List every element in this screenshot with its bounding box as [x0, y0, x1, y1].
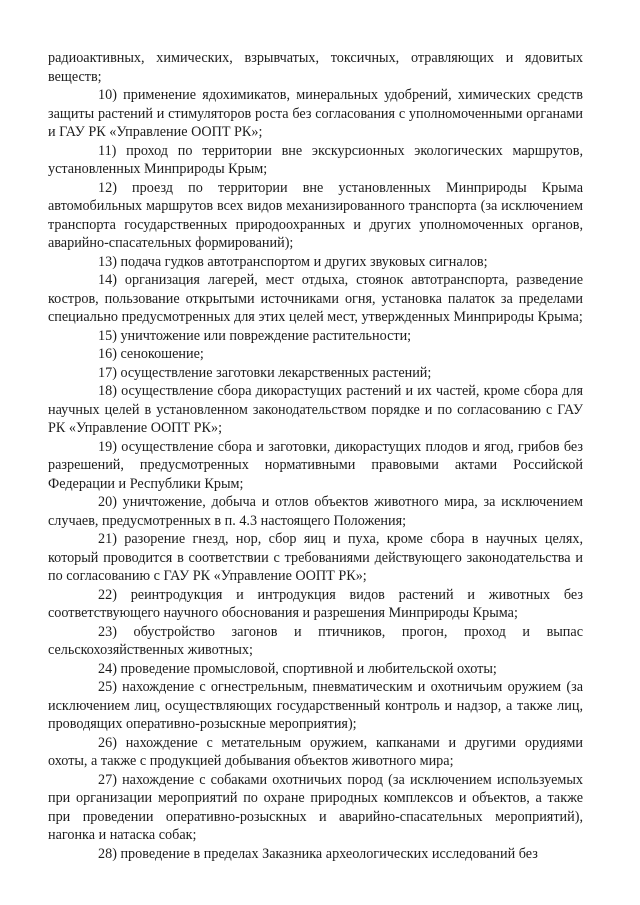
list-item-27: 27) нахождение с собаками охотничьих пород (за исключением используемых при организации мероприятий по охране природных комплексов и объектов, а также при проведении оперативно-розыскных и аварийно-спасательных мероприятий), нагонка и натаска собак; — [48, 771, 583, 843]
list-item-11: 11) проход по территории вне экскурсионных экологических маршрутов, установленных Минприроды Крым; — [48, 142, 583, 177]
document-text — [48, 49, 583, 863]
list-item-19: 19) осуществление сбора и заготовки, дикорастущих плодов и ягод, грибов без разрешений, предусмотренных нормативными правовыми актами Российской Федерации и Республики Крым; — [48, 438, 583, 492]
list-item-12: 12) проезд по территории вне установленных Минприроды Крыма автомобильных маршрутов всех видов механизированного транспорта (за исключением транспорта государственных природоохранных и других уполномоченных органов, аварийно-спасательных формирований); — [48, 179, 583, 251]
list-item-24: 24) проведение промысловой, спортивной и любительской охоты; — [98, 660, 497, 677]
list-item-10: 10) применение ядохимикатов, минеральных удобрений, химических средств защиты растений и стимуляторов роста без согласования с уполномоченными органами и ГАУ РК «Управление ООПТ РК»; — [48, 87, 583, 140]
list-item-28: 28) проведение в пределах Заказника археологических исследований без — [98, 845, 538, 862]
list-item-17: 17) осуществление заготовки лекарственных растений; — [98, 364, 432, 381]
list-item-15: 15) уничтожение или повреждение растительности; — [98, 327, 412, 344]
list-item-21: 21) разорение гнезд, нор, сбор яиц и пуха, кроме сбора в научных целях, который проводится в соответствии с требованиями действующего законодательства и по согласованию с ГАУ РК «Управление ООПТ РК»; — [48, 531, 583, 584]
list-item-26: 26) нахождение с метательным оружием, капканами и другими орудиями охоты, а также с продукцией добывания объектов животного мира; — [48, 734, 583, 769]
list-item-18: 18) осуществление сбора дикорастущих растений и их частей, кроме сбора для научных целей в установленном законодательством порядке и по согласованию с ГАУ РК «Управление ООПТ РК»; — [48, 383, 583, 436]
list-item-14: 14) организация лагерей, мест отдыха, стоянок автотранспорта, разведение костров, пользование открытыми источниками огня, установка палаток за пределами специально предусмотренных для этих целей мест, утвержденных Минприроды Крыма; — [48, 272, 583, 325]
list-item-22: 22) реинтродукция и интродукция видов растений и животных без соответствующего научного обоснования и разрешения Минприроды Крыма; — [48, 586, 583, 621]
list-item-16: 16) сенокошение; — [98, 346, 204, 362]
list-item-25: 25) нахождение с огнестрельным, пневматическим и охотничьим оружием (за исключением лиц, осуществляющих государственный контроль и надзор, а также лиц, проводящих оперативно-розыскные мероприятия); — [48, 679, 583, 732]
list-item-13: 13) подача гудков автотранспортом и других звуковых сигналов; — [98, 253, 488, 270]
list-item-20: 20) уничтожение, добыча и отлов объектов животного мира, за исключением случаев, предусмотренных в п. 4.3 настоящего Положения; — [48, 494, 583, 529]
list-item-23: 23) обустройство загонов и птичников, прогон, проход и выпас сельскохозяйственных животных; — [48, 623, 583, 658]
paragraph-continuation: радиоактивных, химических, взрывчатых, токсичных, отравляющих и ядовитых веществ; — [48, 50, 583, 85]
